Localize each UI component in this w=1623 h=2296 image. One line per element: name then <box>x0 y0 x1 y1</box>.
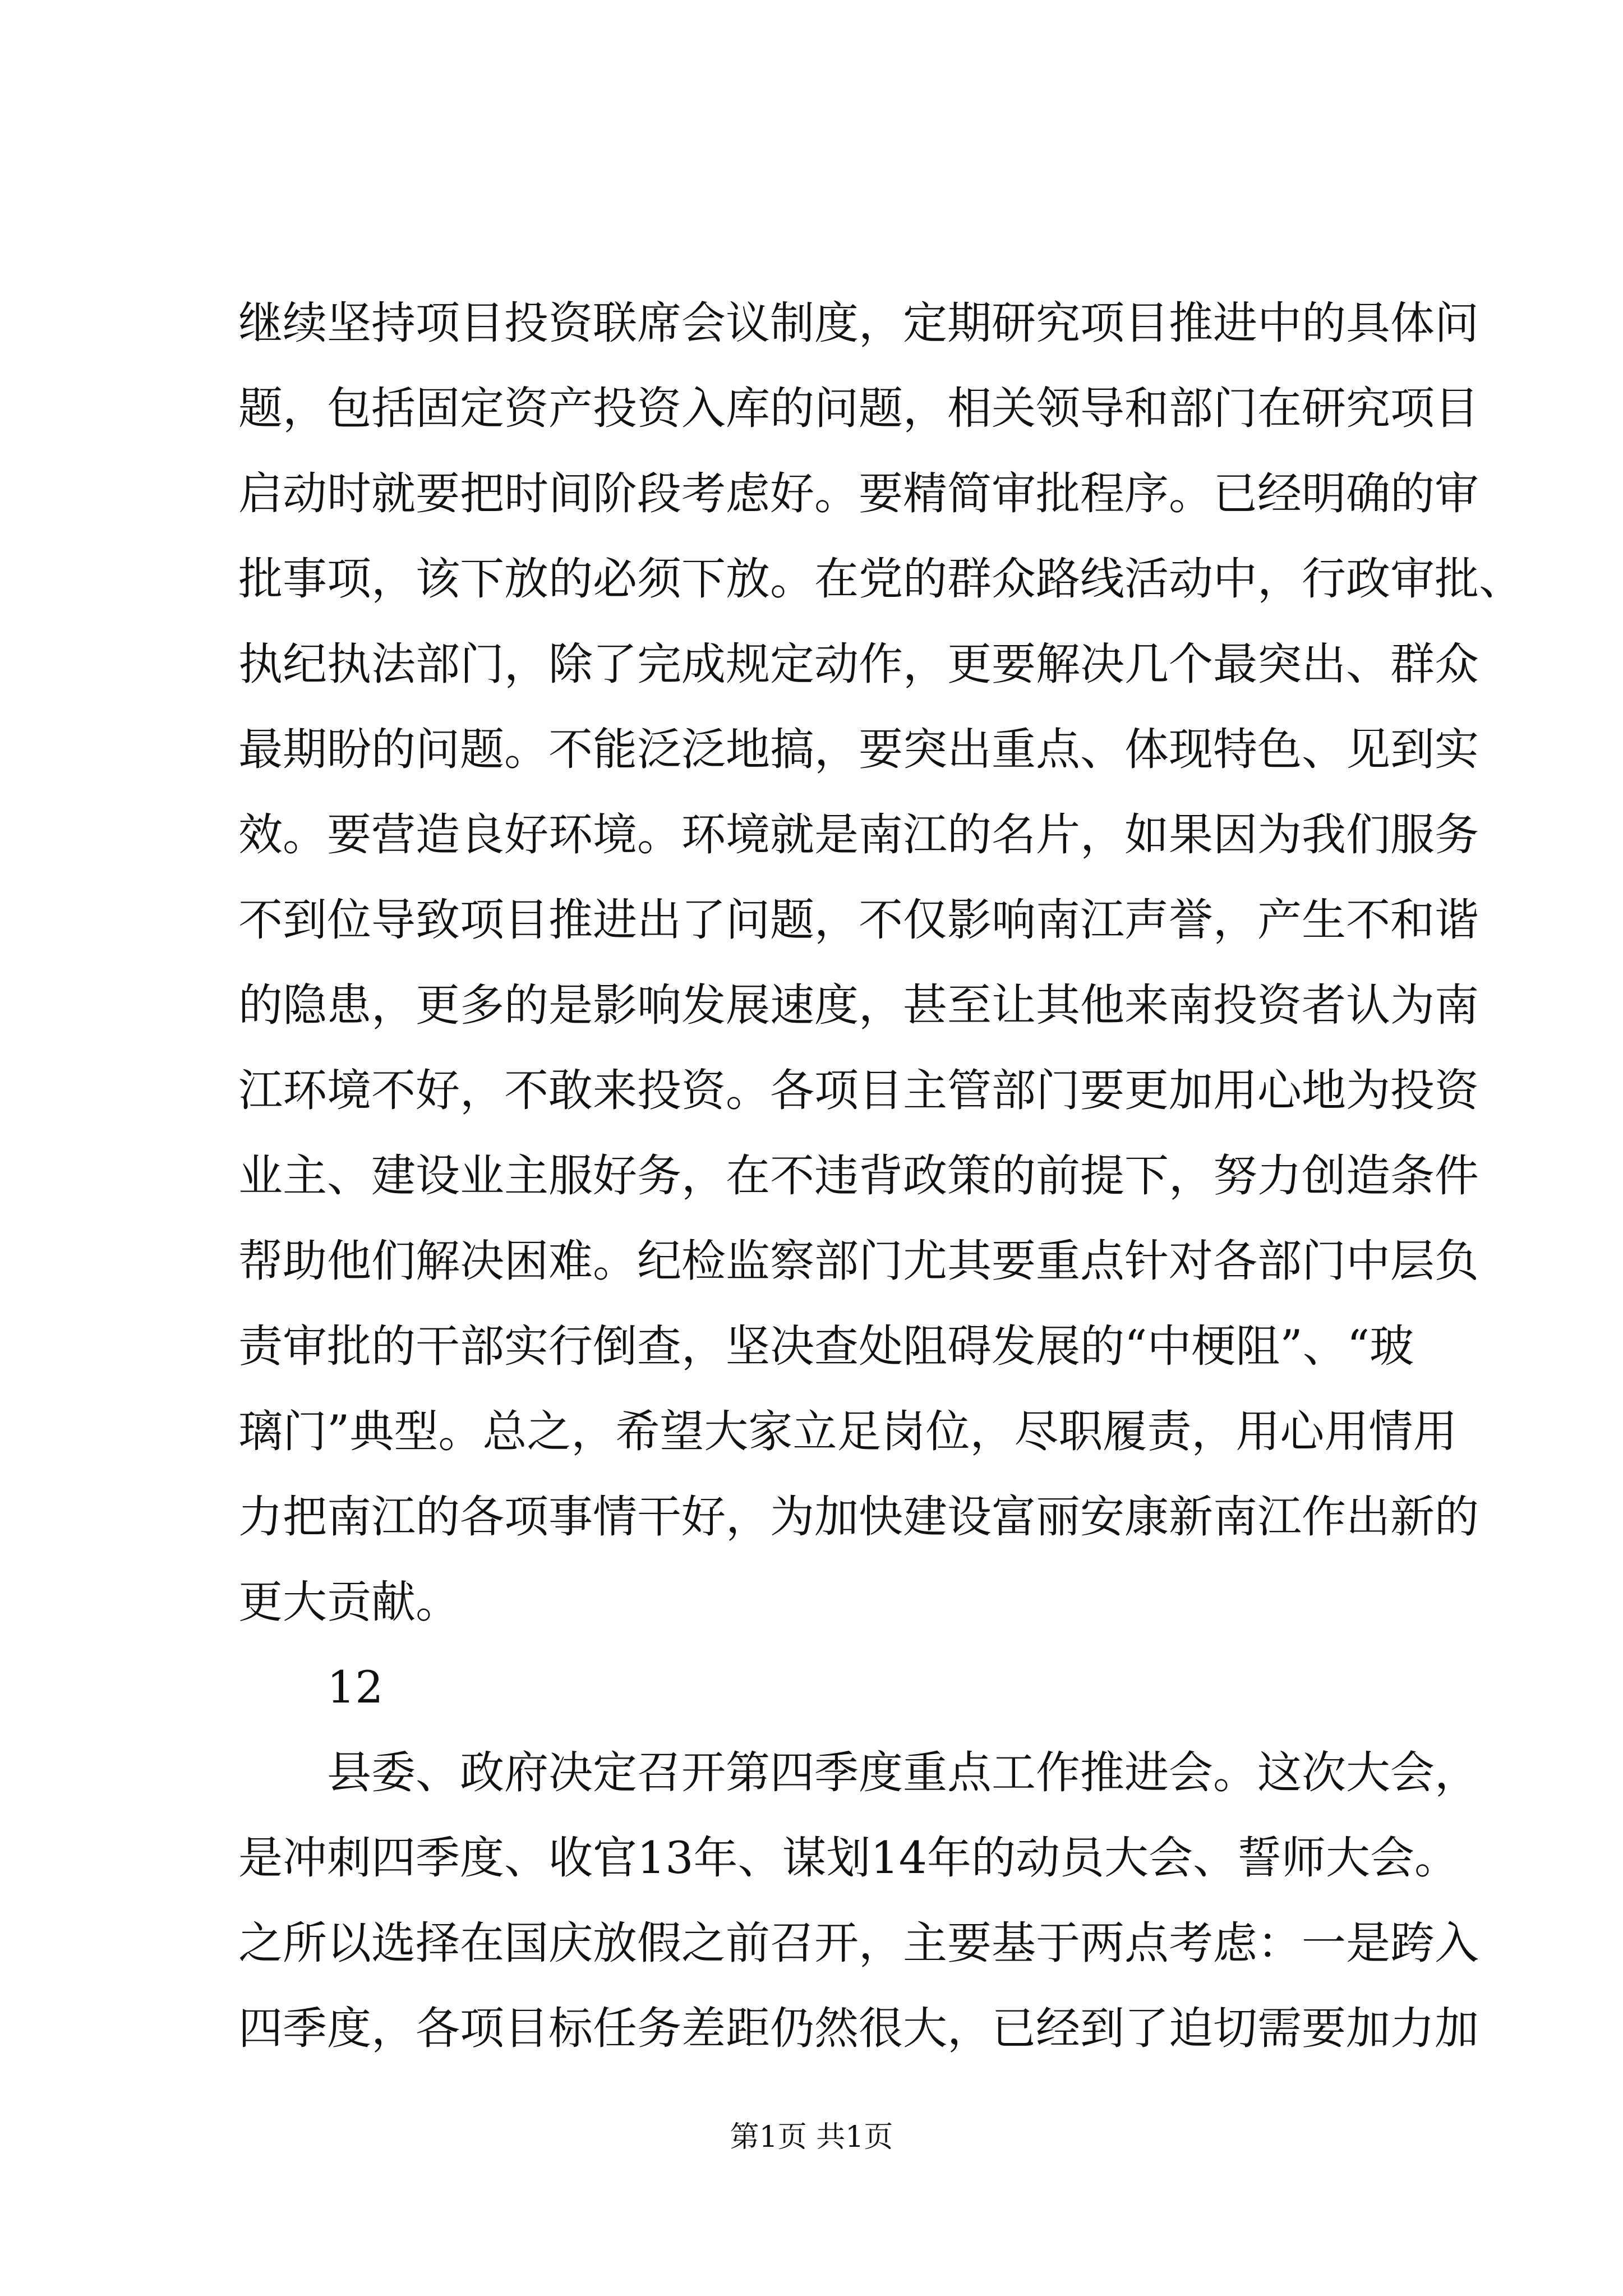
text-line: 继续坚持项目投资联席会议制度，定期研究项目推进中的具体问 <box>238 297 1479 349</box>
page-footer: 第1页 共1页 <box>730 2120 893 2154</box>
text-line: 题，包括固定资产投资入库的问题，相关领导和部门在研究项目 <box>238 383 1479 434</box>
text-line: 效。要营造良好环境。环境就是南江的名片，如果因为我们服务 <box>238 809 1479 861</box>
text-line: 县委、政府决定召开第四季度重点工作推进会。这次大会， <box>327 1747 1479 1798</box>
text-line: 帮助他们解决困难。纪检监察部门尤其要重点针对各部门中层负 <box>238 1235 1479 1287</box>
text-line: 是冲刺四季度、收官13年、谋划14年的动员大会、誓师大会。 <box>238 1832 1459 1884</box>
text-line: 批事项，该下放的必须下放。在党的群众路线活动中，行政审批、 <box>238 553 1523 605</box>
text-line: 的隐患，更多的是影响发展速度，甚至让其他来南投资者认为南 <box>238 979 1479 1031</box>
text-line: 四季度，各项目标任务差距仍然很大，已经到了迫切需要加力加 <box>238 2003 1479 2054</box>
text-line: 执纪执法部门，除了完成规定动作，更要解决几个最突出、群众 <box>238 638 1479 690</box>
text-line: 璃门”典型。总之，希望大家立足岗位，尽职履责，用心用情用 <box>238 1406 1458 1457</box>
text-line: 不到位导致项目推进出了问题，不仅影响南江声誉，产生不和谐 <box>238 894 1479 946</box>
text-line: 之所以选择在国庆放假之前召开，主要基于两点考虑：一是跨入 <box>238 1917 1479 1969</box>
document-body <box>238 280 1523 2071</box>
text-line: 最期盼的问题。不能泛泛地搞，要突出重点、体现特色、见到实 <box>238 724 1479 775</box>
text-line: 江环境不好，不敢来投资。各项目主管部门要更加用心地为投资 <box>238 1065 1479 1116</box>
text-line: 更大贡献。 <box>238 1576 460 1628</box>
section-number: 12 <box>327 1662 384 1713</box>
text-line: 业主、建设业主服好务，在不违背政策的前提下，努力创造条件 <box>238 1150 1479 1202</box>
text-line: 力把南江的各项事情干好，为加快建设富丽安康新南江作出新的 <box>238 1491 1479 1543</box>
text-line: 启动时就要把时间阶段考虑好。要精简审批程序。已经明确的审 <box>238 468 1479 519</box>
text-line: 责审批的干部实行倒查，坚决查处阻碍发展的“中梗阻”、“玻 <box>238 1320 1414 1372</box>
